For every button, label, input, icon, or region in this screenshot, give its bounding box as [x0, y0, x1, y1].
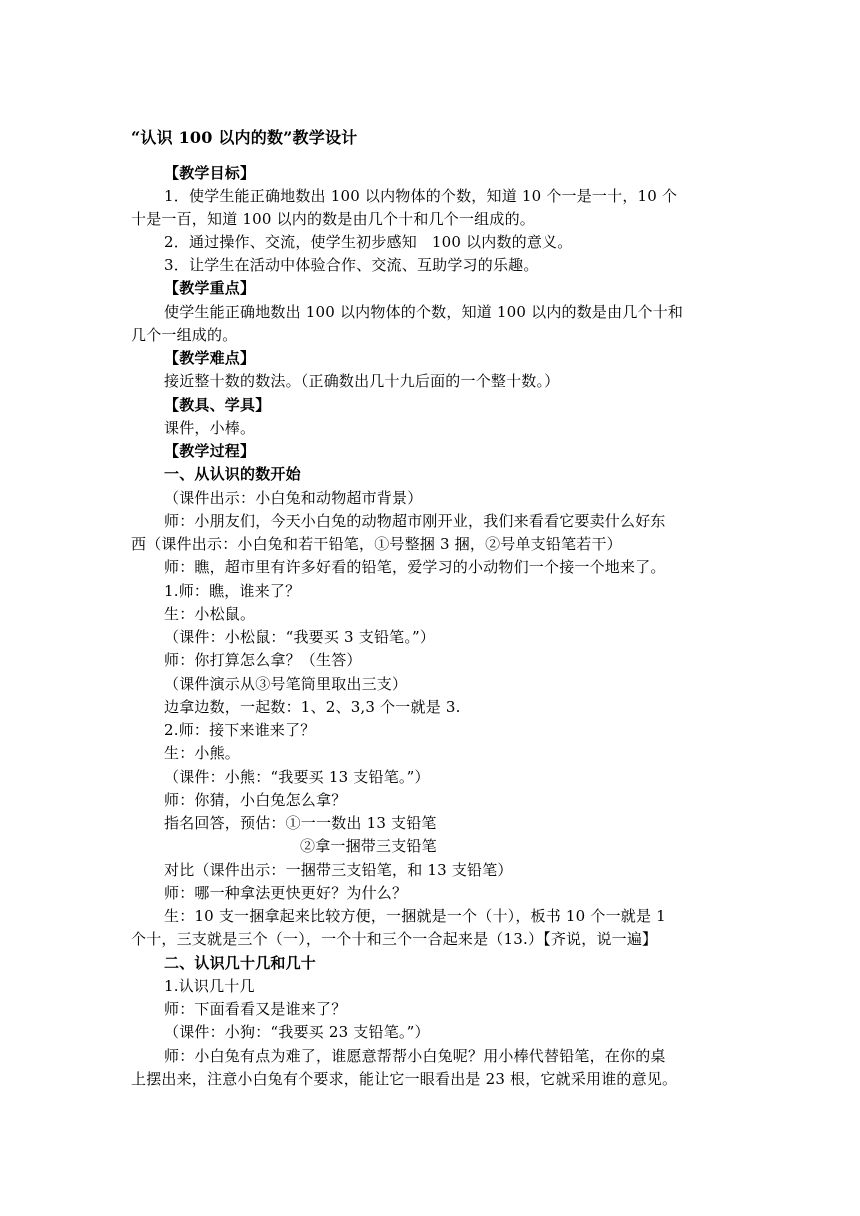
text-line: 对比（课件出示：一捆带三支铅笔，和 13 支铅笔）	[164, 861, 513, 879]
section-heading: 【教学目标】	[164, 164, 256, 182]
text-line: 师：哪一种拿法更快更好？为什么？	[164, 884, 408, 902]
text-line: 几个一组成的。	[131, 326, 238, 344]
text-line: 生：小松鼠。	[164, 605, 256, 623]
text-line: 边拿边数，一起数：1、2、3,3 个一就是 3.	[164, 698, 461, 716]
text-line: 师：你猜，小白兔怎么拿？	[164, 791, 347, 809]
text-line: 师：小朋友们，今天小白兔的动物超市刚开业，我们来看看它要卖什么好东	[164, 512, 666, 530]
text-line: 指名回答，预估：①一一数出 13 支铅笔	[164, 814, 437, 832]
text-line: （课件：小狗：“我要买 23 支铅笔。”）	[164, 1023, 430, 1041]
subsection-heading: 二、认识几十几和几十	[164, 954, 317, 972]
text-line: ②拿一捆带三支铅笔	[300, 837, 437, 855]
text-line: 西（课件出示：小白兔和若干铅笔，①号整捆 3 捆，②号单支铅笔若干）	[131, 535, 622, 553]
subsection-heading: 一、从认识的数开始	[164, 465, 301, 483]
text-line: 1.师：瞧，谁来了？	[164, 582, 301, 600]
text-line: 个十，三支就是三个（一），一个十和三个一合起来是（13.）【齐说，说一遍】	[131, 930, 658, 948]
text-line: 师：下面看看又是谁来了？	[164, 1000, 347, 1018]
text-line: 2．通过操作、交流，使学生初步感知 100 以内数的意义。	[164, 233, 573, 251]
text-line: 2.师：接下来谁来了？	[164, 721, 316, 739]
text-line: 师：小白兔有点为难了，谁愿意帮帮小白兔呢？用小棒代替铅笔，在你的桌	[164, 1047, 666, 1065]
text-line: 1.认识几十几	[164, 977, 255, 995]
text-line: （课件演示从③号笔筒里取出三支）	[164, 675, 408, 693]
section-heading: 【教学重点】	[164, 279, 256, 297]
text-line: 3．让学生在活动中体验合作、交流、互助学习的乐趣。	[164, 256, 539, 274]
text-line: 接近整十数的数法。（正确数出几十九后面的一个整十数。）	[164, 372, 560, 390]
section-heading: 【教具、学具】	[164, 396, 271, 414]
text-line: 师：瞧，超市里有许多好看的铅笔，爱学习的小动物们一个接一个地来了。	[164, 558, 666, 576]
text-line: 使学生能正确地数出 100 以内物体的个数，知道 100 以内的数是由几个十和	[164, 303, 684, 321]
text-line: （课件出示：小白兔和动物超市背景）	[164, 489, 423, 507]
text-line: 上摆出来，注意小白兔有个要求，能让它一眼看出是 23 根，它就采用谁的意见。	[131, 1070, 678, 1088]
text-line: 生：10 支一捆拿起来比较方便，一捆就是一个（十），板书 10 个一就是 1	[164, 907, 666, 925]
section-heading: 【教学过程】	[164, 442, 256, 460]
text-line: 生：小熊。	[164, 744, 241, 762]
text-line: 十是一百，知道 100 以内的数是由几个十和几个一组成的。	[131, 210, 535, 228]
text-line: 师：你打算怎么拿？（生答）	[164, 651, 362, 669]
text-line: 课件，小棒。	[164, 419, 256, 437]
text-line: （课件：小熊：“我要买 13 支铅笔。”）	[164, 768, 430, 786]
document-title: “认识 100 以内的数”教学设计	[131, 128, 358, 147]
section-heading: 【教学难点】	[164, 349, 256, 367]
text-line: （课件：小松鼠：“我要买 3 支铅笔。”）	[164, 628, 436, 646]
text-line: 1．使学生能正确地数出 100 以内物体的个数，知道 10 个一是一十，10 个	[164, 187, 678, 205]
